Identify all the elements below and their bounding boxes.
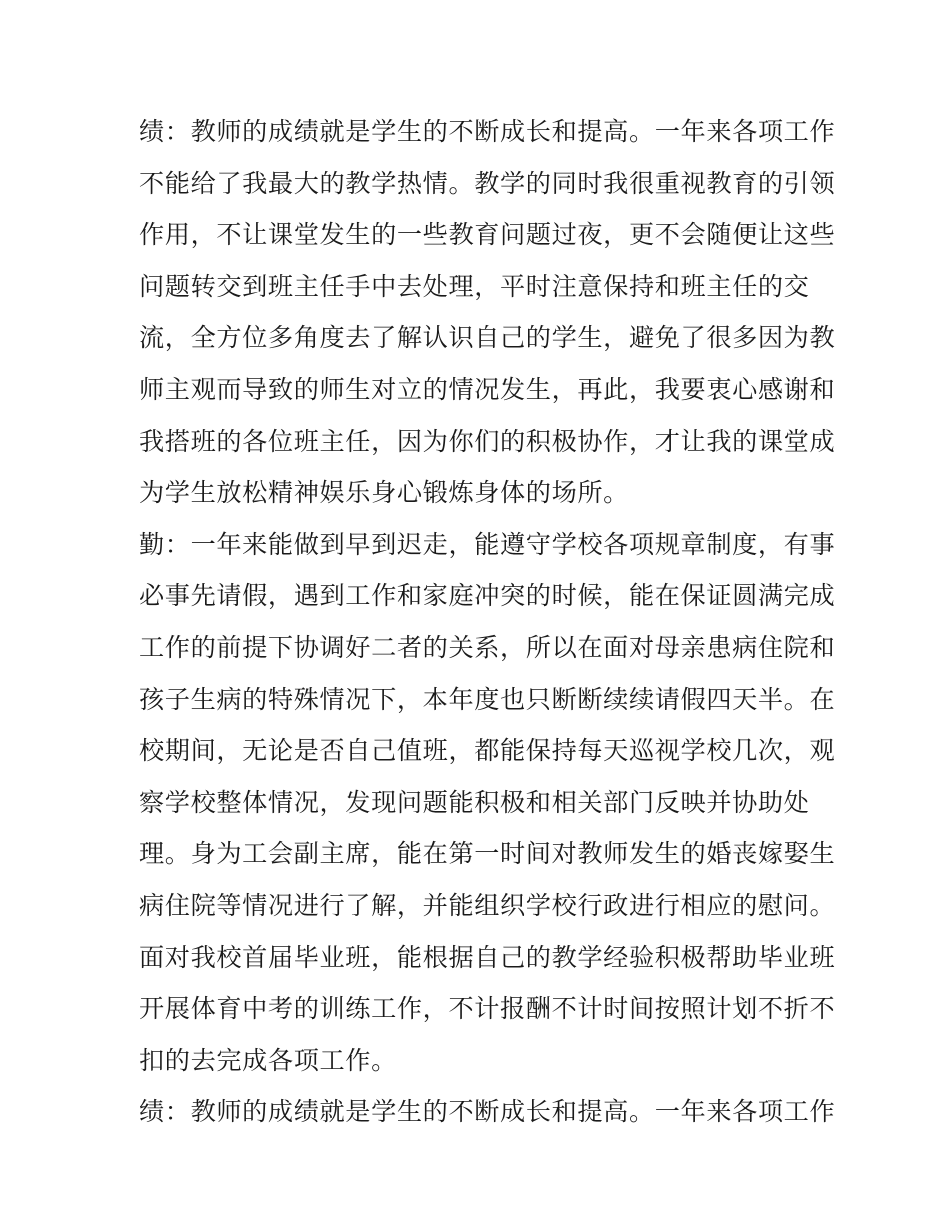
text-line: 我搭班的各位班主任，因为你们的积极协作，才让我的课堂成: [139, 426, 836, 456]
text-line: 绩：教师的成绩就是学生的不断成长和提高。一年来各项工作: [139, 1097, 836, 1127]
text-line: 面对我校首届毕业班，能根据自己的教学经验积极帮助毕业班: [139, 942, 836, 972]
text-line: 流，全方位多角度去了解认识自己的学生，避免了很多因为教: [139, 323, 836, 353]
text-line: 扣的去完成各项工作。: [139, 1045, 397, 1075]
text-line: 工作的前提下协调好二者的关系，所以在面对母亲患病住院和: [139, 632, 836, 662]
body-text: [139, 106, 836, 1138]
text-line: 校期间，无论是否自己值班，都能保持每天巡视学校几次，观: [139, 736, 836, 766]
text-line: 绩：教师的成绩就是学生的不断成长和提高。一年来各项工作: [139, 117, 836, 146]
text-line: 师主观而导致的师生对立的情况发生，再此，我要衷心感谢和: [139, 374, 836, 404]
text-line: 为学生放松精神娱乐身心锻炼身体的场所。: [139, 478, 629, 508]
text-line: 病住院等情况进行了解，并能组织学校行政进行相应的慰问。: [139, 890, 836, 920]
text-line: 理。身为工会副主席，能在第一时间对教师发生的婚丧嫁娶生: [139, 839, 836, 869]
text-line: 必事先请假，遇到工作和家庭冲突的时候，能在保证圆满完成: [139, 581, 836, 611]
text-line: 开展体育中考的训练工作，不计报酬不计时间按照计划不折不: [139, 994, 836, 1024]
text-line: 孩子生病的特殊情况下，本年度也只断断续续请假四天半。在: [139, 684, 836, 714]
text-line: 勤：一年来能做到早到迟走，能遵守学校各项规章制度，有事: [139, 529, 836, 559]
text-line: 察学校整体情况，发现问题能积极和相关部门反映并协助处: [139, 787, 810, 817]
text-line: 问题转交到班主任手中去处理，平时注意保持和班主任的交: [139, 271, 810, 301]
text-line: 不能给了我最大的教学热情。教学的同时我很重视教育的引领: [139, 168, 836, 198]
text-line: 作用，不让课堂发生的一些教育问题过夜，更不会随便让这些: [139, 220, 836, 250]
